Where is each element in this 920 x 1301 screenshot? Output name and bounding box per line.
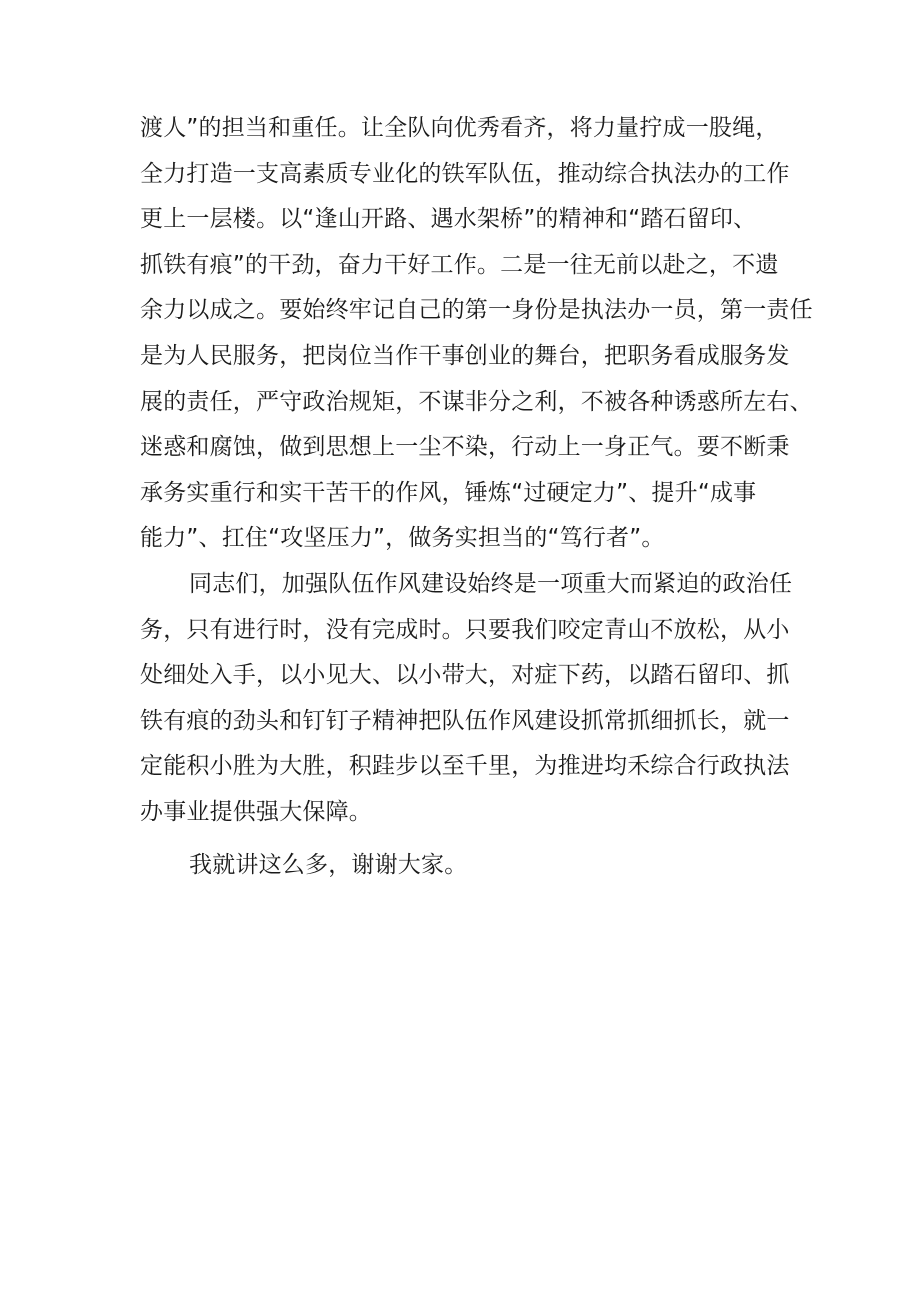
text-line: 我就讲这么多，谢谢大家。 xyxy=(189,851,468,878)
text-line: 同志们，加强队伍作风建设始终是一项重大而紧迫的政治任 xyxy=(189,570,793,597)
text-line: 务，只有进行时，没有完成时。只要我们咬定青山不放松，从小 xyxy=(140,616,790,643)
text-line: 全力打造一支高素质专业化的铁军队伍，推动综合执法办的工作 xyxy=(140,160,790,187)
paragraph-2 xyxy=(140,562,800,836)
text-line: 能力”、扛住“攻坚压力”，做务实担当的“笃行者”。 xyxy=(140,525,665,552)
text-line: 办事业提供强大保障。 xyxy=(140,798,372,825)
text-line: 承务实重行和实干苦干的作风，锤炼“过硬定力”、提升“成事 xyxy=(140,479,757,506)
text-line: 展的责任，严守政治规矩，不谋非分之利，不被各种诱惑所左右、 xyxy=(140,388,813,415)
text-line: 更上一层楼。以“逢山开路、遇水架桥”的精神和“踏石留印、 xyxy=(140,206,757,233)
paragraph-3 xyxy=(140,843,800,889)
text-line: 定能积小胜为大胜，积跬步以至千里，为推进均禾综合行政执法 xyxy=(140,753,790,780)
document-body xyxy=(140,106,813,888)
paragraph-1 xyxy=(140,106,813,562)
text-line: 渡人”的担当和重任。让全队向优秀看齐，将力量拧成一股绳， xyxy=(140,115,779,141)
text-line: 迷惑和腐蚀，做到思想上一尘不染，行动上一身正气。要不断秉 xyxy=(140,434,790,461)
text-line: 铁有痕的劲头和钉钉子精神把队伍作风建设抓常抓细抓长，就一 xyxy=(140,707,790,734)
text-line: 处细处入手，以小见大、以小带大，对症下药，以踏石留印、抓 xyxy=(140,662,790,689)
text-line: 余力以成之。要始终牢记自己的第一身份是执法办一员，第一责任 xyxy=(140,297,813,324)
text-line: 是为人民服务，把岗位当作干事创业的舞台，把职务看成服务发 xyxy=(140,342,790,369)
text-line: 抓铁有痕”的干劲，奋力干好工作。二是一往无前以赴之，不遗 xyxy=(140,251,779,278)
